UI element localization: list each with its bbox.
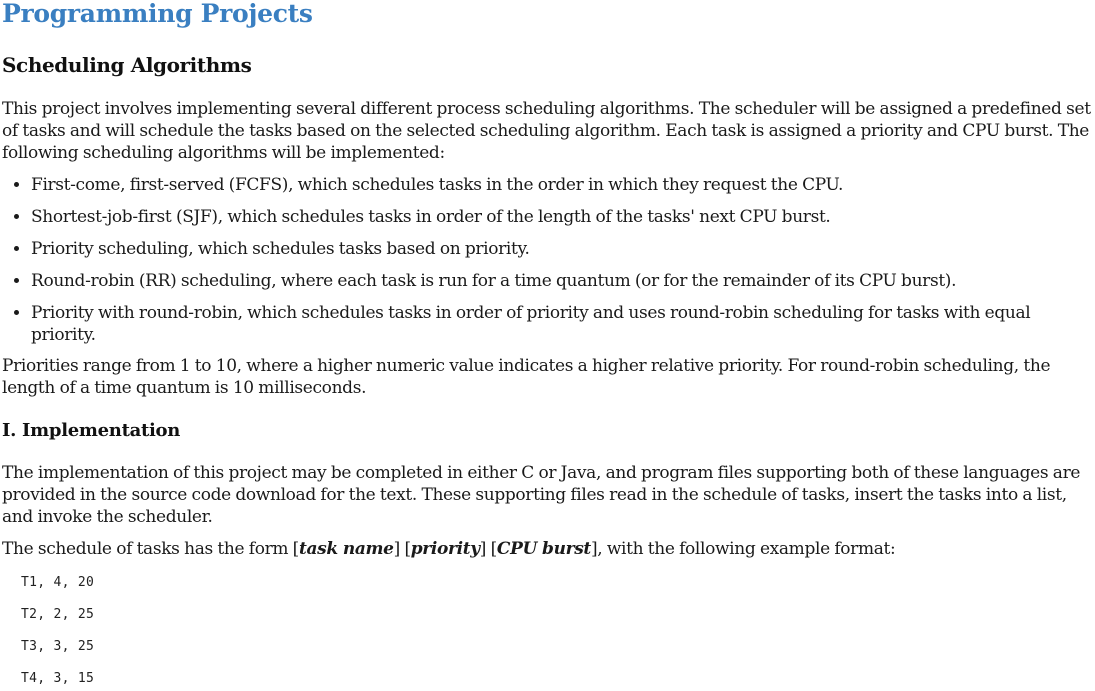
list-item: • First-come, first-served (FCFS), which schedules tasks in the order in which they request the CPU. bbox=[31, 174, 1093, 196]
example-task-list bbox=[2, 575, 1093, 687]
format-priority: priority bbox=[410, 539, 480, 559]
format-suffix: ], with the following example format: bbox=[590, 539, 896, 559]
list-item: • Shortest-job-first (SJF), which schedules tasks in order of the length of the tasks' next CPU burst. bbox=[31, 206, 1093, 228]
implementation-paragraph: The implementation of this project may be completed in either C or Java, and program files supporting both of these languages are provided in the source code download for the text. These supporting files read in the schedule of tasks, insert the tasks into a list, and invoke the scheduler. bbox=[2, 463, 1081, 527]
example-task-line: T4, 3, 15 bbox=[21, 671, 95, 686]
page-title: Programming Projects bbox=[2, 0, 313, 28]
list-item: • Priority scheduling, which schedules tasks based on priority. bbox=[31, 238, 1093, 260]
example-task-line: T2, 2, 25 bbox=[21, 607, 95, 622]
schedule-format-paragraph bbox=[2, 538, 1093, 560]
algorithm-list bbox=[2, 174, 1093, 346]
priorities-paragraph: Priorities range from 1 to 10, where a higher numeric value indicates a higher relative priority. For round-robin scheduling, the length of a time quantum is 10 milliseconds. bbox=[2, 356, 1051, 398]
example-task-line: T1, 4, 20 bbox=[21, 575, 95, 590]
intro-paragraph: This project involves implementing several different process scheduling algorithms. The scheduler will be assigned a predefined set of tasks and will schedule the tasks based on the selected scheduling algorithm. Each task is assigned a priority and CPU burst. The following scheduling algorithms will be implemented: bbox=[2, 99, 1091, 163]
format-task-name: task name bbox=[298, 539, 394, 559]
list-item: • Priority with round-robin, which schedules tasks in order of priority and uses round-robin scheduling for tasks with equal priority. bbox=[31, 302, 1093, 346]
format-sep1: ] [ bbox=[393, 539, 411, 559]
example-task-line: T3, 3, 25 bbox=[21, 639, 95, 654]
format-prefix: The schedule of tasks has the form [ bbox=[2, 539, 299, 559]
list-item: • Round-robin (RR) scheduling, where each task is run for a time quantum (or for the remainder of its CPU burst). bbox=[31, 270, 1093, 292]
section-heading: Scheduling Algorithms bbox=[2, 53, 252, 77]
format-sep2: ] [ bbox=[479, 539, 497, 559]
format-cpu-burst: CPU burst bbox=[496, 539, 591, 559]
implementation-heading: I. Implementation bbox=[2, 420, 181, 441]
